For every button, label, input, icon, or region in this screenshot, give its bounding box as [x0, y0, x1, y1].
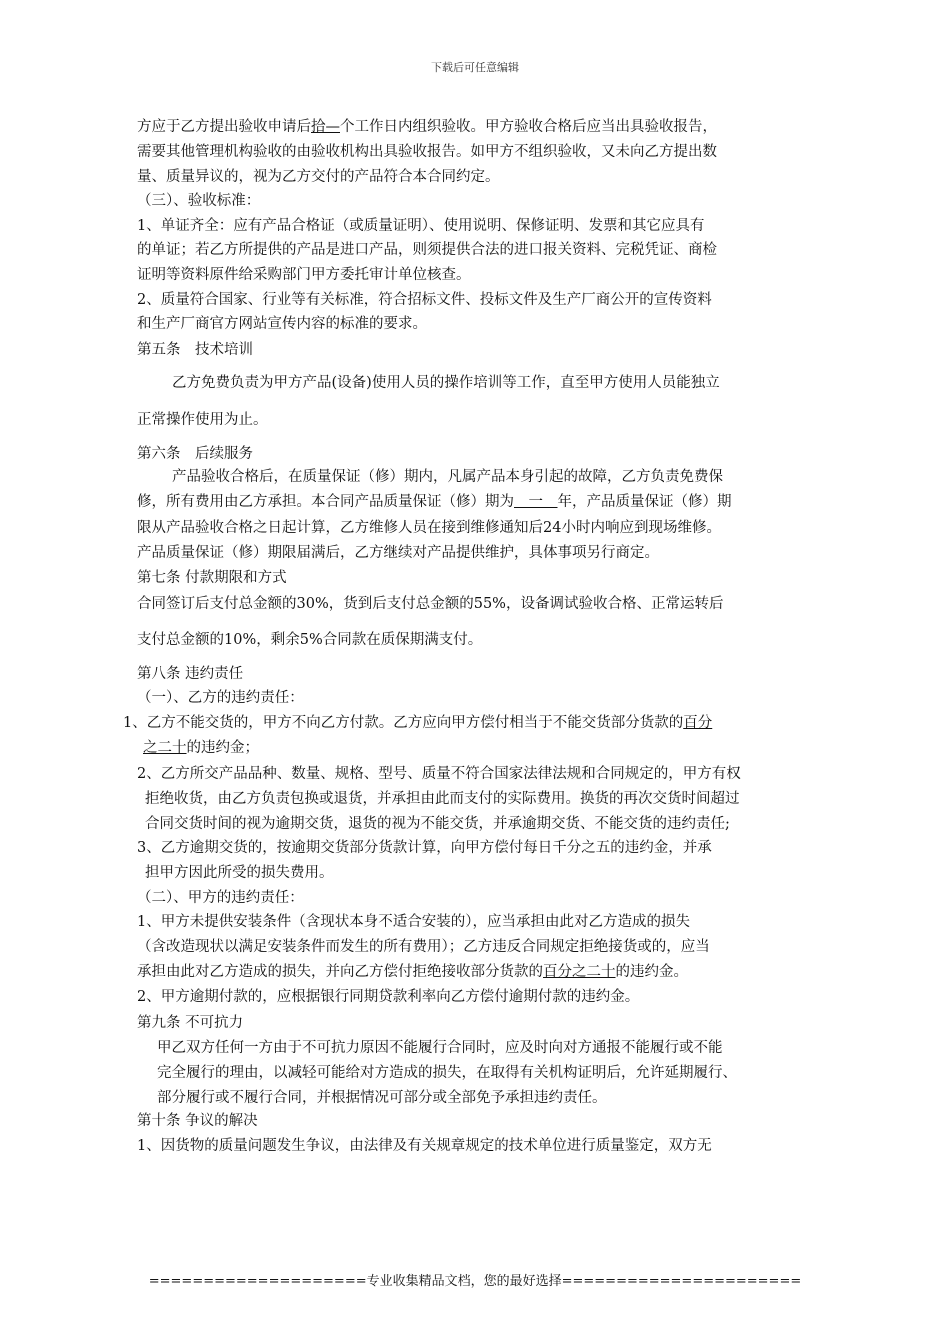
paragraph-line	[143, 738, 259, 758]
paragraph-line: 拒绝收货，由乙方负责包换或退货，并承担由此而支付的实际费用。换货的再次交货时间超过	[145, 791, 740, 807]
section-heading: （二）、甲方的违约责任：	[137, 890, 304, 906]
paragraph-line: 的单证；若乙方所提供的产品是进口产品，则须提供合法的进口报关资料、完税凭证、商检	[137, 242, 717, 258]
paragraph-line: 证明等资料原件给采购部门甲方委托审计单位核查。	[137, 267, 471, 283]
article-heading: 第九条 不可抗力	[137, 1015, 244, 1031]
section-heading: （一）、乙方的违约责任：	[137, 690, 304, 706]
section-heading: （三）、验收标准：	[137, 193, 261, 209]
article-heading: 第七条 付款期限和方式	[137, 570, 287, 586]
text-run: 年，产品质量保证（修）期	[557, 494, 732, 510]
underlined-value: 一	[514, 494, 558, 510]
paragraph-line: 1、甲方未提供安装条件（含现状本身不适合安装的），应当承担由此对乙方造成的损失	[137, 914, 690, 930]
paragraph-line: 限从产品验收合格之日起计算，乙方维修人员在接到维修通知后24小时内响应到现场维修。	[137, 520, 721, 536]
paragraph-line: 产品验收合格后，在质量保证（修）期内，凡属产品本身引起的故障，乙方负责免费保	[172, 469, 723, 485]
paragraph-line: 量、质量异议的，视为乙方交付的产品符合本合同约定。	[137, 169, 500, 185]
paragraph-line: 部分履行或不履行合同，并根据情况可部分或全部免予承担违约责任。	[157, 1090, 607, 1106]
paragraph-line: 产品质量保证（修）期限届满后，乙方继续对产品提供维护，具体事项另行商定。	[137, 545, 659, 561]
page-header: 下载后可任意编辑	[431, 61, 519, 74]
paragraph-line: 合同签订后支付总金额的30%，货到后支付总金额的55%，设备调试验收合格、正常运转后	[137, 596, 724, 612]
article-heading: 第五条 技术培训	[137, 342, 253, 358]
underlined-value: 拾—	[311, 119, 340, 135]
paragraph-line: 和生产厂商官方网站宣传内容的标准的要求。	[137, 316, 427, 332]
paragraph-line: 1、因货物的质量问题发生争议，由法律及有关规章规定的技术单位进行质量鉴定，双方无	[137, 1138, 712, 1154]
paragraph-line: 2、乙方所交产品品种、数量、规格、型号、质量不符合国家法律法规和合同规定的，甲方有权	[137, 766, 741, 782]
text-run: 方应于乙方提出验收申请后	[137, 119, 311, 135]
paragraph-line	[123, 713, 712, 733]
paragraph-line: 甲乙双方任何一方由于不可抗力原因不能履行合同时，应及时向对方通报不能履行或不能	[157, 1040, 723, 1056]
article-heading: 第六条 后续服务	[137, 446, 253, 462]
article-heading: 第八条 违约责任	[137, 666, 244, 682]
paragraph-line: 支付总金额的10%，剩余5%合同款在质保期满支付。	[137, 632, 483, 648]
paragraph-line: 2、甲方逾期付款的，应根据银行同期贷款利率向乙方偿付逾期付款的违约金。	[137, 989, 640, 1005]
underlined-value: 百分之二十	[543, 964, 616, 980]
paragraph-line: 正常操作使用为止。	[137, 412, 268, 428]
paragraph-line	[137, 962, 688, 982]
page-footer: ====================专业收集精品文档，您的最好选择======================	[148, 1274, 802, 1289]
paragraph-line: （含改造现状以满足安装条件而发生的所有费用）；乙方违反合同规定拒绝接货或的，应当	[137, 939, 710, 955]
paragraph-line: 乙方免费负责为甲方产品(设备)使用人员的操作培训等工作，直至甲方使用人员能独立	[172, 375, 720, 391]
paragraph-line: 3、乙方逾期交货的，按逾期交货部分货款计算，向甲方偿付每日千分之五的违约金，并承	[137, 840, 712, 856]
paragraph-line: 需要其他管理机构验收的由验收机构出具验收报告。如甲方不组织验收，又未向乙方提出数	[137, 144, 717, 160]
paragraph-line: 2、质量符合国家、行业等有关标准，符合招标文件、投标文件及生产厂商公开的宣传资料	[137, 292, 712, 308]
underlined-value: 百分	[683, 715, 713, 731]
paragraph-line: 担甲方因此所受的损失费用。	[145, 865, 334, 881]
paragraph-line	[137, 117, 717, 137]
paragraph-line: 1、单证齐全：应有产品合格证（或质量证明）、使用说明、保修证明、发票和其它应具有	[137, 218, 705, 234]
underlined-value: 之二十	[143, 740, 187, 756]
text-run: 的违约金；	[186, 740, 259, 756]
paragraph-line: 合同交货时间的视为逾期交货，退货的视为不能交货，并承逾期交货、不能交货的违约责任;	[145, 816, 730, 832]
text-run: 修，所有费用由乙方承担。本合同产品质量保证（修）期为	[137, 494, 514, 510]
text-run: 1、乙方不能交货的，甲方不向乙方付款。乙方应向甲方偿付相当于不能交货部分货款的	[123, 715, 684, 731]
text-run: 个工作日内组织验收。甲方验收合格后应当出具验收报告，	[340, 119, 717, 135]
paragraph-line: 完全履行的理由，以减轻可能给对方造成的损失，在取得有关机构证明后，允许延期履行、	[157, 1065, 737, 1081]
text-run: 承担由此对乙方造成的损失，并向乙方偿付拒绝接收部分货款的	[137, 964, 543, 980]
article-heading: 第十条 争议的解决	[137, 1113, 258, 1129]
paragraph-line	[137, 492, 732, 512]
text-run: 的违约金。	[615, 964, 688, 980]
